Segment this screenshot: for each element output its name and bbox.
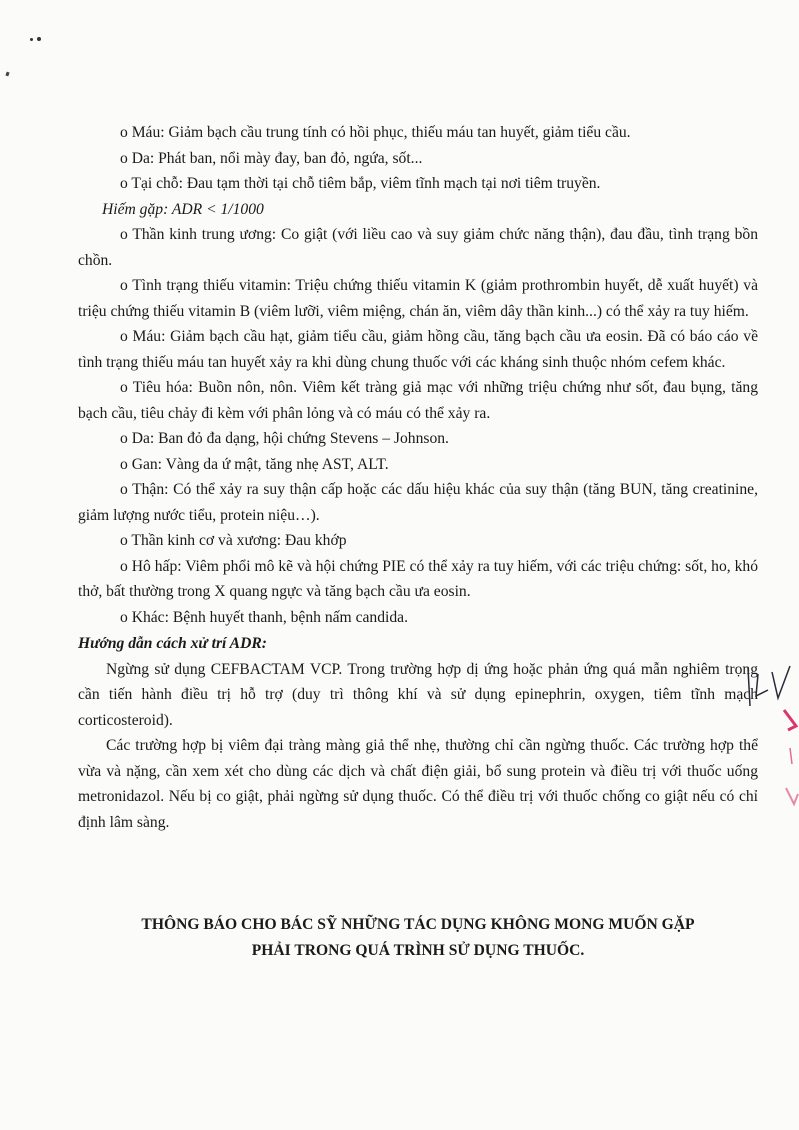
- stamp-fragment: [770, 700, 799, 820]
- paragraph: Ngừng sử dụng CEFBACTAM VCP. Trong trường hợp dị ứng hoặc phản ứng quá mẫn nghiêm trọng cần tiến hành điều trị hỗ trợ (duy trì thông khí và sử dụng epinephrin, oxygen, tiêm tĩnh mạch corticosteroid).: [78, 660, 758, 729]
- frequency-label: Hiếm gặp: ADR < 1/1000: [102, 200, 264, 218]
- list-item: o Máu: Giảm bạch cầu hạt, giảm tiểu cầu, giảm hồng cầu, tăng bạch cầu ưa eosin. Đã có báo cáo về tình trạng thiếu máu tan huyết xảy ra khi dùng chung thuốc với các kháng sinh thuộc nhóm cefem khác.: [78, 328, 758, 371]
- list-item: o Tại chỗ: Đau tạm thời tại chỗ tiêm bắp, viêm tĩnh mạch tại nơi tiêm truyền.: [120, 175, 601, 192]
- list-item: o Tình trạng thiếu vitamin: Triệu chứng thiếu vitamin K (giảm prothrombin huyết, dễ xuất huyết) và triệu chứng thiếu vitamin B (viêm lưỡi, viêm miệng, chán ăn, viêm dây thần kinh...) có thể xảy ra tuy hiếm.: [78, 277, 758, 320]
- scan-mark: [5, 72, 9, 77]
- list-item: o Da: Phát ban, nổi mày đay, ban đỏ, ngứa, sốt...: [120, 149, 423, 167]
- adr-section: [78, 120, 758, 835]
- section-heading: Hướng dẫn cách xử trí ADR:: [78, 635, 267, 652]
- list-item: o Khác: Bệnh huyết thanh, bệnh nấm candida.: [120, 608, 408, 626]
- list-item: o Thận: Có thể xảy ra suy thận cấp hoặc các dấu hiệu khác của suy thận (tăng BUN, tăng creatinine, giảm lượng nước tiểu, protein niệu…).: [78, 481, 758, 524]
- notice-line: THÔNG BÁO CHO BÁC SỸ NHỮNG TÁC DỤNG KHÔNG MONG MUỐN GẶP: [141, 916, 695, 933]
- scan-speck: [30, 36, 44, 42]
- warning-notice: [78, 912, 758, 964]
- paragraph: Các trường hợp bị viêm đại tràng màng giả thể nhẹ, thường chỉ cần ngừng thuốc. Các trường hợp thể vừa và nặng, cần xem xét cho dùng các dịch và chất điện giải, bổ sung protein và điều trị với thuốc uống metronidazol. Nếu bị co giật, phải ngừng sử dụng thuốc. Có thể điều trị với thuốc chống co giật nếu có chỉ định lâm sàng.: [78, 737, 758, 831]
- notice-line: PHẢI TRONG QUÁ TRÌNH SỬ DỤNG THUỐC.: [251, 942, 585, 959]
- list-item: o Tiêu hóa: Buồn nôn, nôn. Viêm kết tràng giả mạc với những triệu chứng như sốt, đau bụng, tăng bạch cầu, tiêu chảy đi kèm với phân lỏng và có máu có thể xảy ra.: [78, 379, 758, 422]
- list-item: o Da: Ban đỏ đa dạng, hội chứng Stevens – Johnson.: [120, 430, 449, 447]
- list-item: o Thần kinh cơ và xương: Đau khớp: [120, 532, 347, 549]
- list-item: o Hô hấp: Viêm phổi mô kẽ và hội chứng PIE có thể xảy ra tuy hiếm, với các triệu chứng: sốt, ho, khó thở, bất thường trong X quang ngực và tăng bạch cầu ưa eosin.: [78, 557, 758, 600]
- list-item: o Thần kinh trung ương: Co giật (với liều cao và suy giảm chức năng thận), đau đầu, tình trạng bồn chồn.: [78, 226, 758, 269]
- list-item: o Gan: Vàng da ứ mật, tăng nhẹ AST, ALT.: [120, 455, 389, 473]
- list-item: o Máu: Giảm bạch cầu trung tính có hồi phục, thiếu máu tan huyết, giảm tiểu cầu.: [120, 124, 631, 141]
